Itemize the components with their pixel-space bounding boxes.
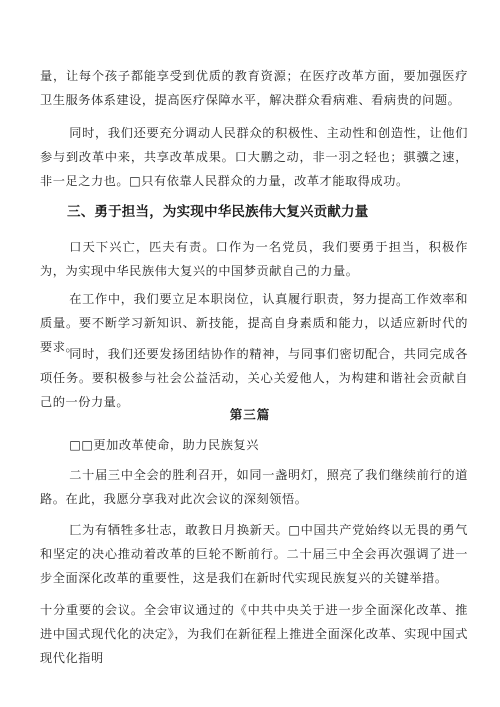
paragraph-mobilize-people: 同时，我们还要充分调动人民群众的积极性、主动性和创造性，让他们参与到改革中来，共享改革成果。口大鹏之动，非一羽之轻也；骐骥之速，非一足之力也。□只有依靠人民群众的力量，改革才能取得成功。: [40, 126, 468, 188]
paragraph-work-duties: 在工作中，我们要立足本职岗位，认真履行职责，努力提高工作效率和质量。要不断学习新知识、新技能，提高自身素质和能力，以适应新时代的要求。: [40, 292, 468, 354]
paragraph-plenum-light: 二十届三中全会的胜利召开，如同一盏明灯，照亮了我们继续前行的道路。在此，我愿分享我对此次会议的深刻领悟。: [40, 468, 468, 506]
paragraph-take-responsibility: 口天下兴亡，匹夫有责。口作为一名党员，我们要勇于担当，积极作为，为实现中华民族伟大复兴的中国梦贡献自己的力量。: [40, 240, 468, 278]
paragraph-teamwork: 同时，我们还要发扬团结协作的精神，与同事们密切配合，共同完成各项任务。要积极参与社会公益活动，关心关爱他人，为构建和谐社会贡献自己的一份力量。: [40, 347, 468, 409]
paragraph-education-healthcare: 量，让每个孩子都能享受到优质的教育资源；在医疗改革方面，要加强医疗卫生服务体系建设，提高医疗保障水平，解决群众看病难、看病贵的问题。: [40, 69, 468, 107]
paragraph-important-meeting: 十分重要的会议。全会审议通过的《中共中央关于进一步全面深化改革、推进中国式现代化的决定》，为我们在新征程上推进全面深化改革、实现中国式现代化指明: [40, 603, 468, 665]
article-subtitle: □□更加改革使命，助力民族复兴: [69, 438, 259, 452]
paragraph-reform-courage: 匚为有牺牲多壮志，敢教日月换新天。□中国共产党始终以无畏的勇气和坚定的决心推动着改革的巨轮不断前行。二十届三中全会再次强调了进一步全面深化改革的重要性，这是我们在新时代实现民族复兴的关键举措。: [40, 523, 468, 585]
section-heading-three: 三、勇于担当，为实现中华民族伟大复兴贡献力量: [67, 204, 369, 220]
part-title: 第三篇: [229, 407, 271, 422]
